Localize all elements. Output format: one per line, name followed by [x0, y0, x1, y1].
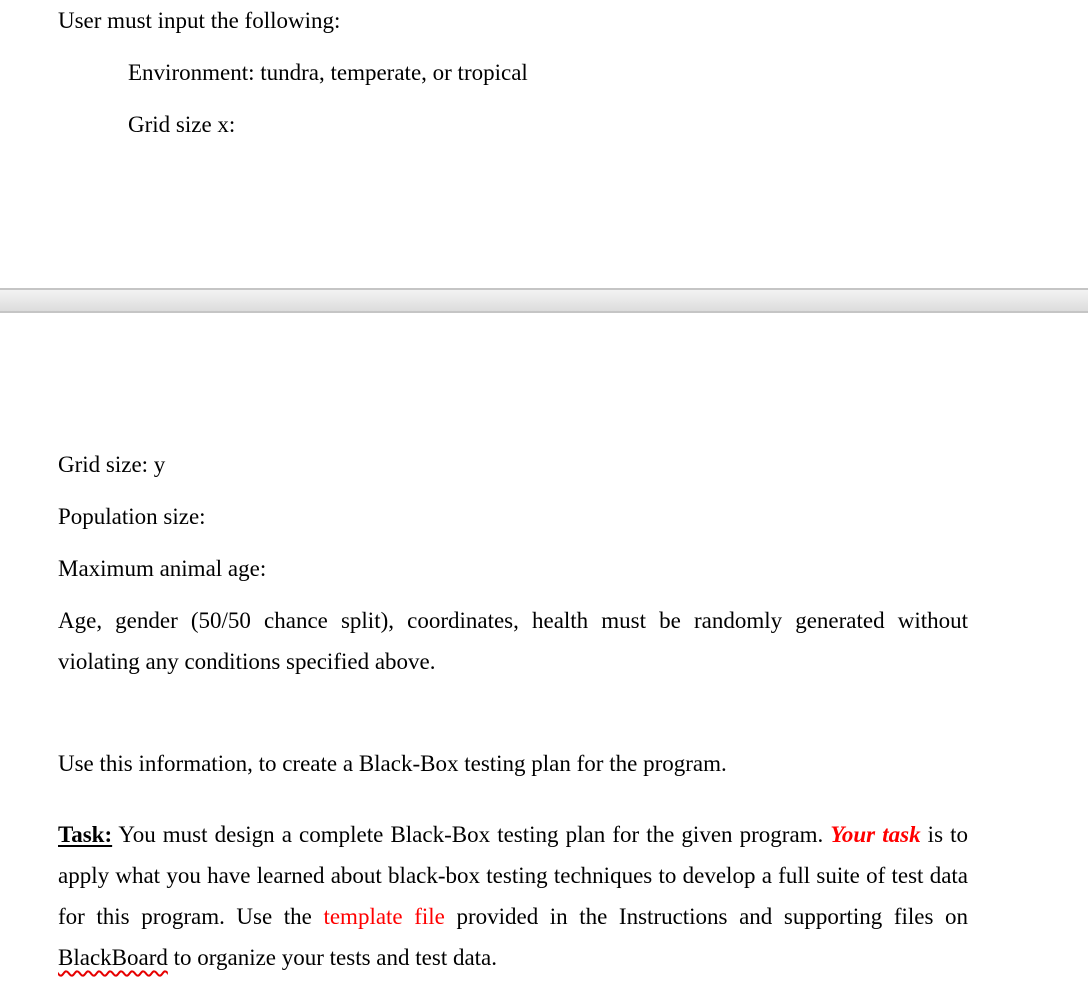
paragraph-max-animal-age: Maximum animal age: — [58, 556, 267, 581]
paragraph-user-input: User must input the following: — [58, 8, 341, 33]
page-2 — [0, 313, 1088, 992]
paragraph-grid-size-x: Grid size x: — [128, 112, 236, 137]
page-1-content — [58, 0, 968, 145]
task-body-1: You must design a complete Black-Box testing plan for the given program. — [112, 822, 831, 847]
task-body-2: is to apply what you have learned about black-box testing techniques to develop a full suite of test data for this program. Use the — [58, 822, 969, 929]
task-body-3: provided in the Instructions and supporting files on — [444, 904, 968, 929]
task-your-task-emphasis: Your task — [830, 822, 921, 847]
page-1 — [0, 0, 1088, 288]
paragraph-random-generation: Age, gender (50/50 chance split), coordinates, health must be randomly generated without violating any conditions specified above. — [58, 608, 968, 674]
paragraph-environment: Environment: tundra, temperate, or tropical — [128, 60, 528, 85]
task-label: Task: — [58, 822, 113, 847]
paragraph-grid-size-y: Grid size: y — [58, 452, 166, 477]
page-break-divider — [0, 288, 1088, 313]
task-blackboard-misspelled-word: BlackBoard — [58, 945, 168, 970]
page-2-content — [58, 444, 968, 978]
paragraph-task — [58, 814, 968, 978]
paragraph-population-size: Population size: — [58, 504, 206, 529]
task-template-file-reference: template file — [323, 904, 445, 929]
task-body-4: to organize your tests and test data. — [167, 945, 498, 970]
paragraph-use-information: Use this information, to create a Black-Box testing plan for the program. — [58, 751, 727, 776]
